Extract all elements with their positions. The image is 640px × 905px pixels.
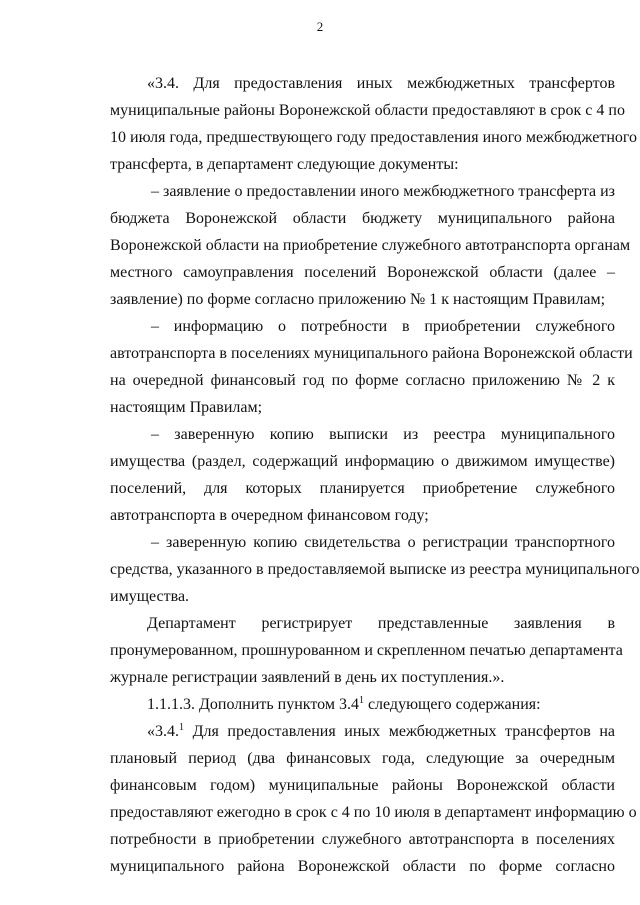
text-line: местного самоуправления поселений Воронежской области (далее – [110,264,615,281]
text-line [147,722,615,742]
text-line: 10 июля года, предшествующего году предоставления иного межбюджетного [110,129,638,146]
text-line: журнале регистрации заявлений в день их поступления.». [110,669,505,686]
text-line: муниципального района Воронежской области по форме согласно [110,858,615,875]
page-number: 2 [316,19,324,34]
amendment-text: 1.1.1.3. Дополнить пунктом 3.4 [147,696,359,713]
superscript: 1 [179,722,184,733]
text-line: трансферта, в департамент следующие документы: [110,156,459,173]
text-line: – информацию о потребности в приобретении служебного [151,318,615,335]
text-line: настоящим Правилам; [110,399,263,416]
text-line: заявление) по форме согласно приложению № 1 к настоящим Правилам; [110,291,606,308]
text-line: бюджета Воронежской области бюджету муниципального района [110,210,615,227]
text-line: автотранспорта в очередном финансовом году; [110,507,429,524]
text-line: имущества. [110,588,190,605]
clause-number: «3.4. [147,723,179,740]
text-line: плановый период (два финансовых года, следующие за очередным [110,750,615,767]
text-line: предоставляют ежегодно в срок с 4 по 10 июля в департамент информацию о [110,804,637,821]
amendment-text: следующего содержания: [363,696,541,713]
text-line: муниципальные районы Воронежской области предоставляют в срок с 4 по [110,102,625,119]
text-fragment: Для предоставления иных межбюджетных трансфертов на [184,723,615,740]
text-line: – заверенную копию выписки из реестра муниципального [151,426,615,443]
text-line: автотранспорта в поселениях муниципального района Воронежской области [110,345,633,362]
text-line: потребности в приобретении служебного автотранспорта в поселениях [110,831,615,848]
text-line: на очередной финансовый год по форме согласно приложению № 2 к [110,372,615,389]
text-line: Департамент регистрирует представленные заявления в [147,615,615,632]
text-line: «3.4. Для предоставления иных межбюджетных трансфертов [147,75,615,92]
text-line: поселений, для которых планируется приобретение служебного [110,480,615,497]
text-line: финансовым годом) муниципальные районы Воронежской области [110,777,615,794]
text-line: – заверенную копию свидетельства о регистрации транспортного [151,534,615,551]
amendment-line [147,695,615,715]
text-line: имущества (раздел, содержащий информацию о движимом имуществе) [110,453,615,470]
text-line: Воронежской области на приобретение служебного автотранспорта органам [110,237,631,254]
superscript: 1 [358,695,364,706]
text-line: – заявление о предоставлении иного межбюджетного трансферта из [151,183,615,200]
text-line: средства, указанного в предоставляемой выписке из реестра муниципального [110,561,640,578]
text-line: пронумерованном, прошнурованном и скрепленном печатью департамента [110,642,623,659]
